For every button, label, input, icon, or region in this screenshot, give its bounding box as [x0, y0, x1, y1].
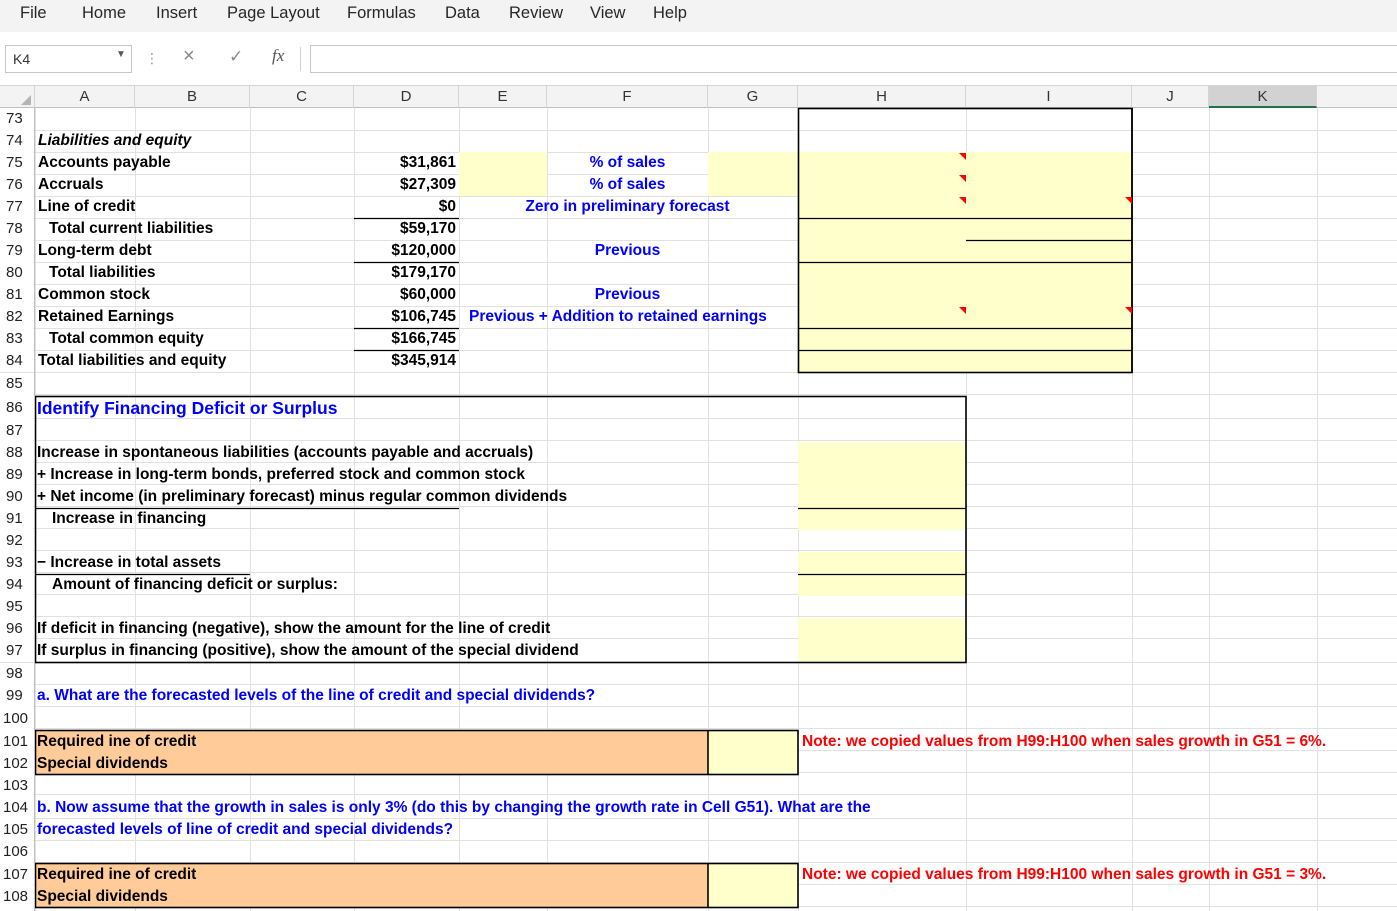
row-header[interactable]: 104	[0, 797, 33, 819]
row-header[interactable]: 94	[0, 574, 33, 596]
note-accruals: % of sales	[589, 176, 666, 193]
row-header[interactable]: 99	[0, 685, 33, 707]
row-header[interactable]: 75	[0, 152, 33, 174]
label-required-line-of-credit-b: Required ine of credit	[37, 866, 197, 883]
label-accruals: Accruals	[38, 176, 104, 193]
row-header[interactable]: 86	[0, 397, 33, 419]
menu-file[interactable]: File	[20, 4, 47, 22]
row-header[interactable]: 80	[0, 262, 33, 284]
label-special-dividends-b: Special dividends	[37, 888, 168, 905]
value-accounts-payable[interactable]: $31,861	[399, 154, 456, 171]
note-growth-3-percent: Note: we copied values from H99:H100 when sales growth in G51 = 3%.	[802, 866, 1327, 883]
note-common-stock: Previous	[594, 286, 661, 303]
column-header-a[interactable]: A	[35, 86, 135, 108]
label-common-stock: Common stock	[38, 286, 150, 303]
label-total-common-equity: Total common equity	[49, 330, 204, 347]
menu-formulas[interactable]: Formulas	[347, 4, 416, 22]
financing-line-net-income: + Net income (in preliminary forecast) minus regular common dividends	[37, 488, 568, 505]
row-header[interactable]: 108	[0, 886, 33, 908]
column-header-f[interactable]: F	[547, 86, 708, 108]
label-line-of-credit: Line of credit	[38, 198, 136, 215]
row-header[interactable]: 96	[0, 618, 33, 640]
label-accounts-payable: Accounts payable	[38, 154, 171, 171]
more-options-icon[interactable]: ⋮	[145, 50, 159, 66]
value-total-common-equity[interactable]: $166,745	[391, 330, 456, 347]
row-header[interactable]: 105	[0, 819, 33, 841]
row-header[interactable]: 84	[0, 350, 33, 372]
financing-line-deficit-rule: If deficit in financing (negative), show the amount for the line of credit	[37, 620, 551, 637]
row-header[interactable]: 107	[0, 864, 33, 886]
row-header[interactable]: 81	[0, 284, 33, 306]
label-total-liabilities: Total liabilities	[49, 264, 156, 281]
value-total-liabilities[interactable]: $179,170	[391, 264, 456, 281]
comment-indicator-h77[interactable]	[959, 197, 966, 204]
menu-page-layout[interactable]: Page Layout	[227, 4, 320, 22]
menu-home[interactable]: Home	[82, 4, 127, 22]
question-a: a. What are the forecasted levels of the line of credit and special dividends?	[37, 687, 596, 704]
financing-line-increase-assets: − Increase in total assets	[37, 554, 221, 571]
row-header[interactable]: 91	[0, 508, 33, 530]
label-long-term-debt: Long-term debt	[38, 242, 152, 259]
row-header[interactable]: 76	[0, 174, 33, 196]
row-header[interactable]: 82	[0, 306, 33, 328]
label-retained-earnings: Retained Earnings	[38, 308, 175, 325]
row-header[interactable]: 95	[0, 596, 33, 618]
name-box-value: K4	[13, 51, 31, 67]
comment-indicator-h76[interactable]	[959, 175, 966, 182]
note-long-term-debt: Previous	[594, 242, 661, 259]
column-header-b[interactable]: B	[135, 86, 250, 108]
note-retained-earnings: Previous + Addition to retained earnings	[469, 308, 767, 325]
insert-function-icon[interactable]: fx	[272, 46, 285, 65]
row-header[interactable]: 97	[0, 640, 33, 662]
row-header[interactable]: 102	[0, 753, 33, 775]
row-header[interactable]: 74	[0, 130, 33, 152]
menu-review[interactable]: Review	[509, 4, 564, 22]
row-header[interactable]: 101	[0, 731, 33, 753]
column-header-i[interactable]: I	[966, 86, 1132, 108]
value-accruals[interactable]: $27,309	[399, 176, 456, 193]
column-header-j[interactable]: J	[1132, 86, 1209, 108]
value-common-stock[interactable]: $60,000	[399, 286, 456, 303]
cancel-icon[interactable]: ×	[183, 45, 195, 67]
value-line-of-credit[interactable]: $0	[438, 198, 456, 215]
column-header-c[interactable]: C	[250, 86, 354, 108]
row-header[interactable]: 103	[0, 775, 33, 797]
comment-indicator-h75[interactable]	[959, 153, 966, 160]
financing-section-title: Identify Financing Deficit or Surplus	[37, 398, 338, 418]
label-total-liabilities-equity: Total liabilities and equity	[38, 352, 227, 369]
note-accounts-payable: % of sales	[589, 154, 666, 171]
menu-view[interactable]: View	[590, 4, 626, 22]
row-header[interactable]: 77	[0, 196, 33, 218]
menu-data[interactable]: Data	[445, 4, 480, 22]
column-header-e[interactable]: E	[459, 86, 547, 108]
row-header[interactable]: 79	[0, 240, 33, 262]
row-header[interactable]: 73	[0, 108, 33, 130]
column-header-k[interactable]: K	[1209, 86, 1317, 108]
row-header[interactable]: 78	[0, 218, 33, 240]
row-header[interactable]: 90	[0, 486, 33, 508]
financing-line-surplus-rule: If surplus in financing (positive), show the amount of the special dividend	[37, 642, 579, 659]
financing-line-bonds-stock: + Increase in long-term bonds, preferred stock and common stock	[37, 466, 525, 483]
label-special-dividends-a: Special dividends	[37, 755, 168, 772]
note-line-of-credit: Zero in preliminary forecast	[525, 198, 730, 215]
comment-indicator-i82[interactable]	[1125, 307, 1132, 314]
row-header-divider	[34, 108, 35, 911]
note-growth-6-percent: Note: we copied values from H99:H100 when sales growth in G51 = 6%.	[802, 733, 1327, 750]
column-header-g[interactable]: G	[708, 86, 798, 108]
financing-line-deficit-surplus: Amount of financing deficit or surplus:	[52, 576, 338, 593]
row-header[interactable]: 87	[0, 420, 33, 442]
financing-line-spontaneous: Increase in spontaneous liabilities (accounts payable and accruals)	[37, 444, 534, 461]
row-header[interactable]: 92	[0, 530, 33, 552]
name-box-dropdown-icon[interactable]: ▼	[116, 49, 126, 60]
row-header[interactable]: 88	[0, 442, 33, 464]
row-header[interactable]: 100	[0, 708, 33, 730]
column-header-h[interactable]: H	[798, 86, 966, 108]
row-header[interactable]: 89	[0, 464, 33, 486]
menu-insert[interactable]: Insert	[156, 4, 198, 22]
row-header[interactable]: 83	[0, 328, 33, 350]
value-total-liabilities-equity[interactable]: $345,914	[391, 352, 456, 369]
enter-icon[interactable]: ✓	[229, 47, 244, 66]
label-total-current-liabilities: Total current liabilities	[49, 220, 214, 237]
value-retained-earnings[interactable]: $106,745	[391, 308, 456, 325]
value-total-current-liabilities[interactable]: $59,170	[399, 220, 456, 237]
question-b-line2: forecasted levels of line of credit and special dividends?	[37, 821, 454, 838]
row-header[interactable]: 98	[0, 663, 33, 685]
comment-indicator-i77[interactable]	[1125, 197, 1132, 204]
value-long-term-debt[interactable]: $120,000	[391, 242, 456, 259]
label-required-line-of-credit-a: Required ine of credit	[37, 733, 197, 750]
financing-line-increase-financing: Increase in financing	[52, 510, 207, 527]
row-header[interactable]: 85	[0, 373, 33, 395]
row-header[interactable]: 93	[0, 552, 33, 574]
row-header[interactable]: 106	[0, 841, 33, 863]
column-header-d[interactable]: D	[354, 86, 459, 108]
comment-indicator-h82[interactable]	[959, 307, 966, 314]
liabilities-equity-heading: Liabilities and equity	[38, 132, 192, 149]
menu-help[interactable]: Help	[653, 4, 687, 22]
question-b-line1: b. Now assume that the growth in sales is only 3% (do this by changing the growth rate in Cell G51). What are the	[37, 799, 871, 816]
